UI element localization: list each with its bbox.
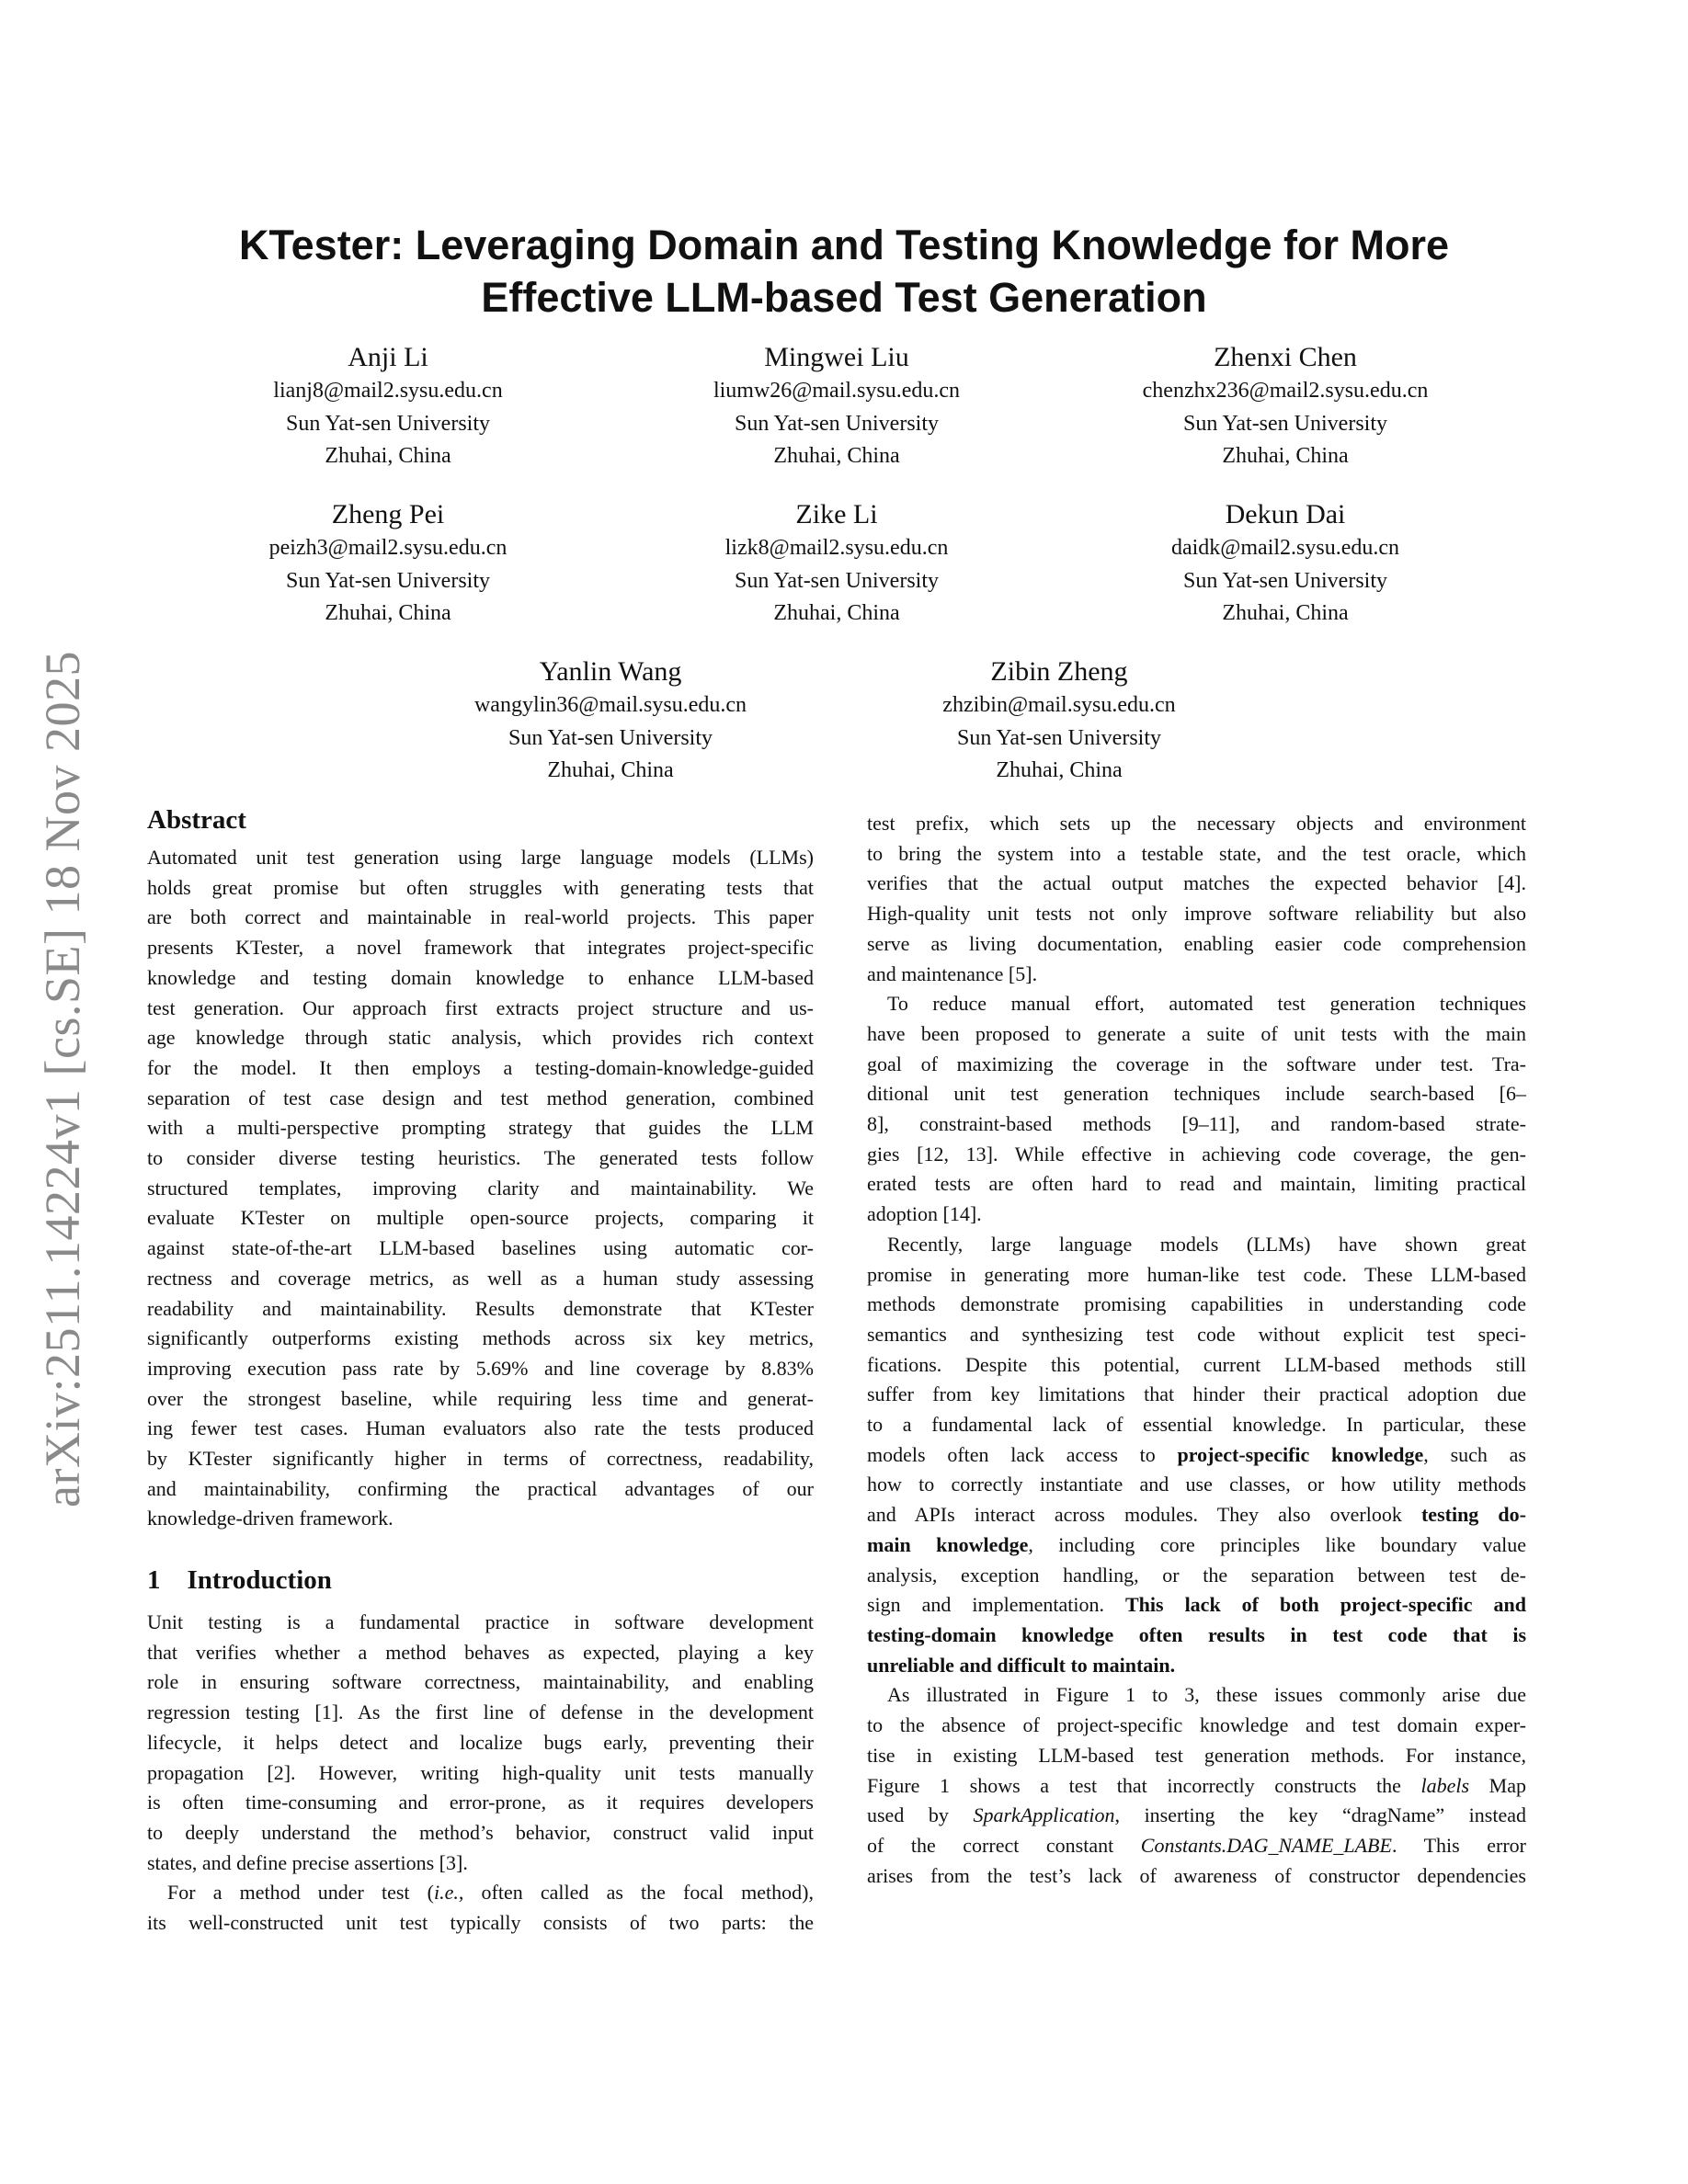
text-line bbox=[147, 1878, 814, 1908]
text-line: presents KTester, a novel framework that integrates project-specific bbox=[147, 936, 814, 960]
text-line bbox=[867, 1621, 1526, 1651]
text-segment: , including core principles like boundary value bbox=[1028, 1532, 1526, 1556]
author-location: Zhuhai, China bbox=[325, 444, 451, 468]
abstract-heading: Abstract bbox=[147, 805, 246, 835]
bold-text: unreliable and difficult to maintain. bbox=[867, 1653, 1176, 1677]
text-line: Unit testing is a fundamental practice in software development bbox=[147, 1610, 814, 1633]
author-location: Zhuhai, China bbox=[1222, 444, 1349, 468]
italic-text: i.e., bbox=[434, 1881, 464, 1905]
text-line bbox=[867, 1831, 1526, 1861]
author-block bbox=[1009, 497, 1561, 631]
author-affiliation: Sun Yat-sen University bbox=[285, 568, 490, 593]
text-line: goal of maximizing the coverage in the software under test. Tra- bbox=[867, 1052, 1526, 1075]
text-line: test prefix, which sets up the necessary objects and environment bbox=[867, 812, 1526, 835]
paper-title bbox=[0, 219, 1688, 324]
text-line: As illustrated in Figure 1 to 3, these issues commonly arise due bbox=[887, 1683, 1526, 1707]
text-line: arises from the test’s lack of awareness of constructor dependencies bbox=[867, 1863, 1526, 1887]
text-line: High-quality unit tests not only improve software reliability but also bbox=[867, 902, 1526, 926]
text-line: semantics and synthesizing test code without explicit test speci- bbox=[867, 1322, 1526, 1346]
italic-text: Constants.DAG_NAME_LABE bbox=[1140, 1833, 1392, 1857]
text-line: is often time-consuming and error-prone, as it requires developers bbox=[147, 1791, 814, 1814]
text-segment: models often lack access to bbox=[867, 1442, 1178, 1466]
text-line: to bring the system into a testable state, and the test oracle, which bbox=[867, 841, 1526, 865]
text-segment: of the correct constant bbox=[867, 1833, 1141, 1857]
author-block bbox=[783, 654, 1335, 788]
author-affiliation: Sun Yat-sen University bbox=[734, 568, 939, 593]
author-email: daidk@mail2.sysu.edu.cn bbox=[1170, 536, 1400, 560]
text-line: tise in existing LLM-based test generation methods. For instance, bbox=[867, 1743, 1526, 1767]
author-affiliation: Sun Yat-sen University bbox=[956, 725, 1161, 750]
author-name: Anji Li bbox=[348, 342, 428, 372]
text-line: over the strongest baseline, while requiring less time and generat- bbox=[147, 1386, 814, 1410]
author-name: Zheng Pei bbox=[331, 499, 445, 529]
text-segment: used by bbox=[867, 1803, 974, 1827]
author-name: Mingwei Liu bbox=[764, 342, 909, 372]
text-line: serve as living documentation, enabling easier code comprehension bbox=[867, 931, 1526, 955]
text-line bbox=[867, 1500, 1526, 1530]
text-line: To reduce manual effort, automated test generation techniques bbox=[887, 992, 1526, 1016]
text-line: to the absence of project-specific knowledge and test domain exper- bbox=[867, 1713, 1526, 1737]
author-location: Zhuhai, China bbox=[547, 758, 674, 782]
text-line: regression testing [1]. As the first line of defense in the development bbox=[147, 1701, 814, 1724]
introduction-heading: 1 Introduction bbox=[147, 1565, 332, 1595]
text-line: to consider diverse testing heuristics. The generated tests follow bbox=[147, 1146, 814, 1170]
paragraph bbox=[867, 1680, 1526, 1891]
text-line: have been proposed to generate a suite of unit tests with the main bbox=[867, 1021, 1526, 1045]
author-location: Zhuhai, China bbox=[996, 758, 1123, 782]
introduction-left-column bbox=[147, 1608, 814, 1939]
paragraph bbox=[147, 843, 814, 1534]
paragraph bbox=[867, 809, 1526, 989]
text-line: gies [12, 13]. While effective in achieving code coverage, the gen- bbox=[867, 1142, 1526, 1166]
author-affiliation: Sun Yat-sen University bbox=[508, 725, 713, 750]
author-email: chenzhx236@mail2.sysu.edu.cn bbox=[1142, 379, 1429, 403]
text-segment: , such as bbox=[1423, 1442, 1526, 1466]
paragraph bbox=[147, 1608, 814, 1878]
text-line bbox=[867, 1590, 1526, 1621]
arxiv-identifier-stamp: arXiv:2511.14224v1 [cs.SE] 18 Nov 2025 bbox=[35, 651, 90, 1507]
text-line: how to correctly instantiate and use classes, or how utility methods bbox=[867, 1473, 1526, 1496]
text-segment: often called as the focal method), bbox=[463, 1881, 814, 1905]
author-location: Zhuhai, China bbox=[325, 601, 451, 625]
text-segment: Figure 1 shows a test that incorrectly constructs the bbox=[867, 1773, 1421, 1797]
text-line: with a multi-perspective prompting strategy that guides the LLM bbox=[147, 1116, 814, 1140]
author-block bbox=[1009, 340, 1561, 473]
text-line: Automated unit test generation using large language models (LLMs) bbox=[147, 846, 814, 869]
text-line: lifecycle, it helps detect and localize bugs early, preventing their bbox=[147, 1730, 814, 1754]
text-line: its well-constructed unit test typically consists of two parts: the bbox=[147, 1911, 814, 1935]
author-location: Zhuhai, China bbox=[773, 444, 900, 468]
text-line: ditional unit test generation techniques include search-based [6– bbox=[867, 1082, 1526, 1106]
text-line: to a fundamental lack of essential knowledge. In particular, these bbox=[867, 1413, 1526, 1437]
text-line: role in ensuring software correctness, maintainability, and enabling bbox=[147, 1670, 814, 1694]
text-segment: Map bbox=[1469, 1773, 1527, 1797]
text-segment: , inserting the key “dragName” instead bbox=[1114, 1803, 1526, 1827]
text-line: structured templates, improving clarity and maintainability. We bbox=[147, 1176, 814, 1200]
text-line bbox=[867, 1801, 1526, 1831]
text-line: readability and maintainability. Results demonstrate that KTester bbox=[147, 1296, 814, 1320]
text-segment: . This error bbox=[1391, 1833, 1526, 1857]
bold-text: main knowledge bbox=[867, 1532, 1029, 1556]
text-line: and maintainability, confirming the practical advantages of our bbox=[147, 1476, 814, 1500]
text-line: against state-of-the-art LLM-based baselines using automatic cor- bbox=[147, 1236, 814, 1260]
text-line: rectness and coverage metrics, as well as a human study assessing bbox=[147, 1266, 814, 1290]
introduction-right-column bbox=[867, 809, 1526, 1891]
author-affiliation: Sun Yat-sen University bbox=[285, 411, 490, 436]
text-line: fications. Despite this potential, current LLM-based methods still bbox=[867, 1352, 1526, 1376]
text-line: verifies that the actual output matches the expected behavior [4]. bbox=[867, 871, 1526, 895]
text-line: age knowledge through static analysis, which provides rich context bbox=[147, 1026, 814, 1050]
abstract-body bbox=[147, 843, 814, 1534]
author-affiliation: Sun Yat-sen University bbox=[1182, 411, 1387, 436]
text-line bbox=[867, 1440, 1526, 1471]
bold-text: testing-domain knowledge often results in test code that is bbox=[867, 1622, 1526, 1646]
text-line bbox=[867, 1530, 1526, 1561]
author-email: peizh3@mail2.sysu.edu.cn bbox=[268, 536, 508, 560]
text-line: holds great promise but often struggles with generating tests that bbox=[147, 875, 814, 899]
title-line: Effective LLM-based Test Generation bbox=[481, 274, 1207, 321]
text-line: significantly outperforms existing methods across six key metrics, bbox=[147, 1326, 814, 1350]
text-line: erated tests are often hard to read and maintain, limiting practical bbox=[867, 1172, 1526, 1196]
text-line bbox=[867, 1771, 1526, 1802]
text-line: that verifies whether a method behaves as expected, playing a key bbox=[147, 1640, 814, 1664]
text-segment: and APIs interact across modules. They also overlook bbox=[867, 1503, 1421, 1527]
text-line: evaluate KTester on multiple open-source projects, comparing it bbox=[147, 1206, 814, 1230]
title-line: KTester: Leveraging Domain and Testing Knowledge for More bbox=[239, 222, 1449, 268]
author-location: Zhuhai, China bbox=[773, 601, 900, 625]
italic-text: labels bbox=[1420, 1773, 1470, 1797]
text-line: promise in generating more human-like test code. These LLM-based bbox=[867, 1262, 1526, 1286]
text-line: states, and define precise assertions [3]. bbox=[147, 1850, 468, 1874]
text-line: and maintenance [5]. bbox=[867, 961, 1038, 985]
text-line: separation of test case design and test method generation, combined bbox=[147, 1086, 814, 1109]
text-line: knowledge-driven framework. bbox=[147, 1507, 393, 1530]
author-name: Zibin Zheng bbox=[990, 656, 1128, 687]
text-line: Recently, large language models (LLMs) have shown great bbox=[887, 1232, 1526, 1256]
author-email: lizk8@mail2.sysu.edu.cn bbox=[724, 536, 949, 560]
text-segment: For a method under test ( bbox=[167, 1881, 435, 1905]
author-location: Zhuhai, China bbox=[1222, 601, 1349, 625]
paragraph bbox=[147, 1878, 814, 1938]
italic-text: SparkApplication bbox=[973, 1803, 1115, 1827]
author-affiliation: Sun Yat-sen University bbox=[734, 411, 939, 436]
author-email: wangylin36@mail.sysu.edu.cn bbox=[473, 693, 747, 717]
text-line: for the model. It then employs a testing-domain-knowledge-guided bbox=[147, 1055, 814, 1079]
text-line: knowledge and testing domain knowledge to enhance LLM-based bbox=[147, 965, 814, 989]
author-name: Zike Li bbox=[795, 499, 878, 529]
text-line: test generation. Our approach first extracts project structure and us- bbox=[147, 995, 814, 1019]
text-line: 8], constraint-based methods [9–11], and random-based strate- bbox=[867, 1112, 1526, 1136]
author-affiliation: Sun Yat-sen University bbox=[1182, 568, 1387, 593]
text-line: are both correct and maintainable in real-world projects. This paper bbox=[147, 905, 814, 929]
text-line: propagation [2]. However, writing high-quality unit tests manually bbox=[147, 1760, 814, 1784]
author-email: lianj8@mail2.sysu.edu.cn bbox=[273, 379, 503, 403]
bold-text: testing do- bbox=[1420, 1503, 1526, 1527]
text-line: adoption [14]. bbox=[867, 1202, 982, 1226]
text-line: improving execution pass rate by 5.69% and line coverage by 8.83% bbox=[147, 1356, 814, 1380]
text-line: ing fewer test cases. Human evaluators also rate the tests produced bbox=[147, 1416, 814, 1440]
author-name: Dekun Dai bbox=[1225, 499, 1346, 529]
text-line: suffer from key limitations that hinder their practical adoption due bbox=[867, 1382, 1526, 1406]
author-email: liumw26@mail.sysu.edu.cn bbox=[713, 379, 961, 403]
text-segment: sign and implementation. bbox=[867, 1593, 1125, 1617]
bold-text: project-specific knowledge bbox=[1177, 1442, 1424, 1466]
paragraph bbox=[867, 1230, 1526, 1681]
author-email: zhzibin@mail.sysu.edu.cn bbox=[942, 693, 1176, 717]
text-line: analysis, exception handling, or the separation between test de- bbox=[867, 1563, 1526, 1587]
text-line: to deeply understand the method’s behavior, construct valid input bbox=[147, 1820, 814, 1844]
text-line bbox=[867, 1651, 1526, 1681]
text-line: methods demonstrate promising capabilities in understanding code bbox=[867, 1292, 1526, 1316]
bold-text: This lack of both project-specific and bbox=[1125, 1593, 1526, 1617]
paragraph bbox=[867, 989, 1526, 1230]
text-line: by KTester significantly higher in terms of correctness, readability, bbox=[147, 1447, 814, 1471]
author-name: Zhenxi Chen bbox=[1214, 342, 1357, 372]
author-name: Yanlin Wang bbox=[539, 656, 682, 687]
